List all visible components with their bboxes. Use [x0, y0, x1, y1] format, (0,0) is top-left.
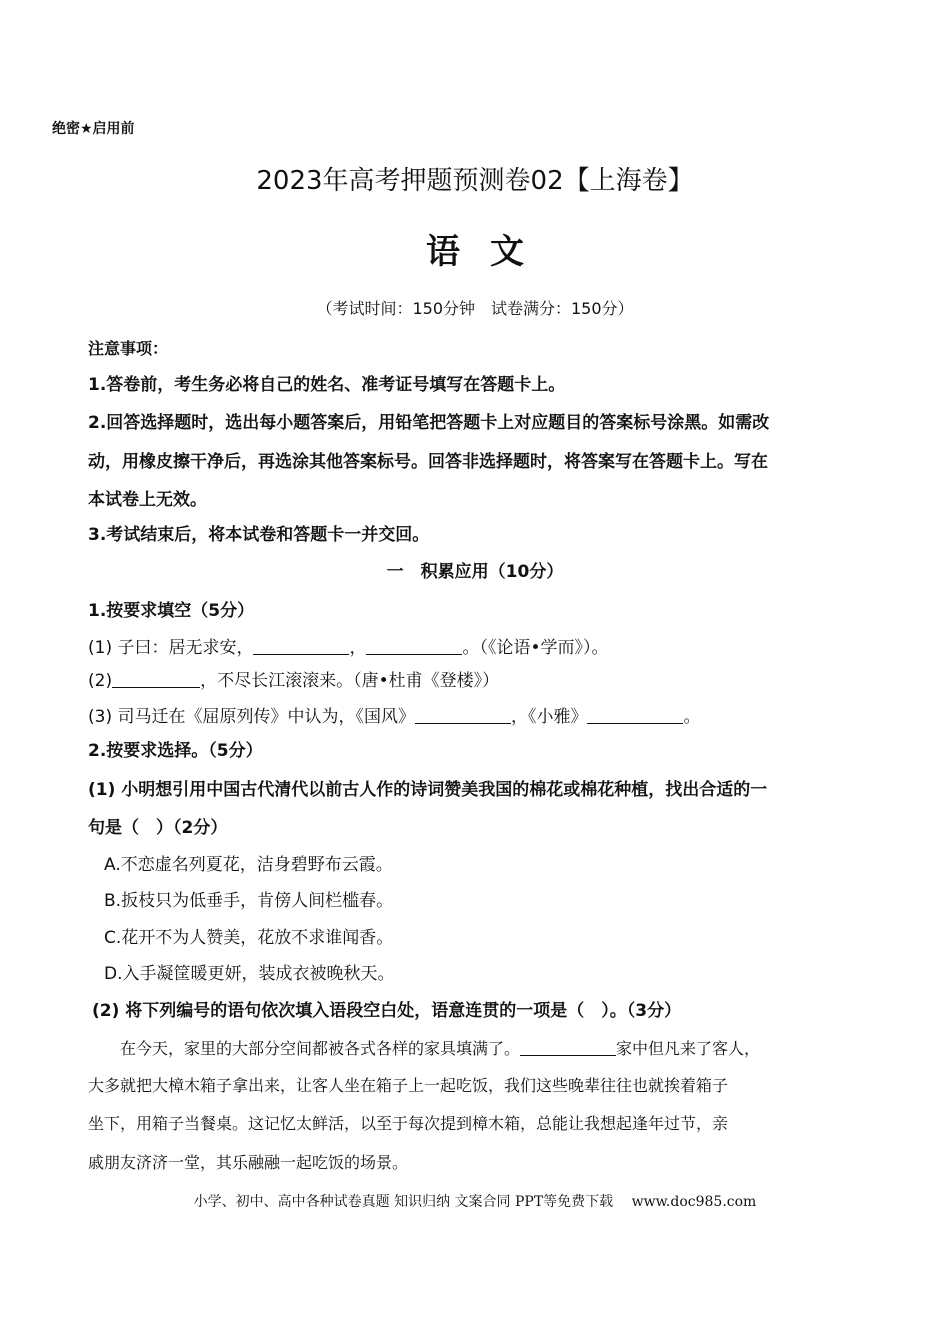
- question-2-title: 2.按要求选择。（5分）: [88, 741, 263, 761]
- subject-title: 语文: [426, 232, 554, 272]
- passage-text: 在今天，家里的大部分空间都被各式各样的家具填满了。: [120, 1039, 521, 1058]
- item-text: ，《小雅》: [510, 707, 588, 727]
- item-text: (1) 子曰：居无求安，: [88, 638, 254, 658]
- option-c: C.花开不为人赞美，花放不求谁闻香。: [104, 928, 394, 948]
- option-b: B.扳枝只为低垂手，肯傍人间栏槛春。: [104, 891, 394, 911]
- item-text: (3) 司马迁在《屈原列传》中认为，《国风》: [88, 707, 415, 727]
- notice-item-3: 3.考试结束后，将本试卷和答题卡一并交回。: [88, 525, 430, 545]
- section-heading: 一 积累应用（10分）: [386, 562, 564, 582]
- option-d: D.入手凝筐暖更妍，装成衣被晚秋天。: [104, 964, 395, 984]
- passage-line-4: 戚朋友济济一堂，其乐融融一起吃饭的场景。: [88, 1153, 409, 1172]
- notice-heading: 注意事项：: [88, 339, 169, 358]
- item-text: ，: [349, 638, 367, 658]
- answer-blank: [253, 637, 349, 655]
- passage-line-3: 坐下，用箱子当餐桌。这记忆太鲜活，以至于每次提到樟木箱，总能让我想起逢年过节，亲: [88, 1114, 729, 1133]
- answer-blank: [587, 706, 683, 724]
- notice-item-2-line-2: 动，用橡皮擦干净后，再选涂其他答案标号。回答非选择题时，将答案写在答题卡上。写在: [88, 452, 768, 472]
- notice-item-2-line-3: 本试卷上无效。: [88, 490, 207, 510]
- question-2-sub-1-line-2: 句是（ ）（2分）: [88, 818, 228, 838]
- item-text: 。: [683, 707, 701, 727]
- option-a: A.不恋虚名列夏花，洁身碧野布云霞。: [104, 855, 393, 875]
- answer-blank: [112, 670, 200, 688]
- notice-item-1: 1.答卷前，考生务必将自己的姓名、准考证号填写在答题卡上。: [88, 375, 566, 395]
- answer-blank: [415, 706, 511, 724]
- question-1-item-3: [88, 702, 700, 727]
- item-text: 。（《论语•学而》）。: [462, 638, 609, 658]
- page-footer: 小学、初中、高中各种试卷真题 知识归纳 文案合同 PPT等免费下载 www.doc985.com: [193, 1194, 757, 1210]
- exam-title: 2023年高考押题预测卷02【上海卷】: [256, 166, 694, 196]
- question-1-item-1: [88, 633, 609, 658]
- item-text: (2): [88, 671, 113, 691]
- question-1-item-2: [88, 666, 499, 691]
- notice-item-2-line-1: 2.回答选择题时，选出每小题答案后，用铅笔把答题卡上对应题目的答案标号涂黑。如需改: [88, 413, 770, 433]
- exam-info: （考试时间：150分钟 试卷满分：150分）: [316, 299, 634, 318]
- passage-line-2: 大多就把大樟木箱子拿出来，让客人坐在箱子上一起吃饭，我们这些晚辈往往也就挨着箱子: [88, 1076, 729, 1095]
- question-2-sub-2: (2) 将下列编号的语句依次填入语段空白处，语意连贯的一项是（ ）。（3分）: [92, 1001, 682, 1021]
- question-2-sub-1-line-1: (1) 小明想引用中国古代清代以前古人作的诗词赞美我国的棉花或棉花种植，找出合适的一: [88, 780, 768, 800]
- confidential-mark: 绝密★启用前: [52, 121, 135, 137]
- question-1-title: 1.按要求填空（5分）: [88, 601, 255, 621]
- passage-line-1: [120, 1036, 760, 1059]
- item-text: ，不尽长江滚滚来。（唐•杜甫《登楼》）: [200, 671, 500, 691]
- passage-text: 家中但凡来了客人，: [616, 1039, 761, 1058]
- answer-blank: [366, 637, 462, 655]
- answer-blank: [520, 1039, 616, 1056]
